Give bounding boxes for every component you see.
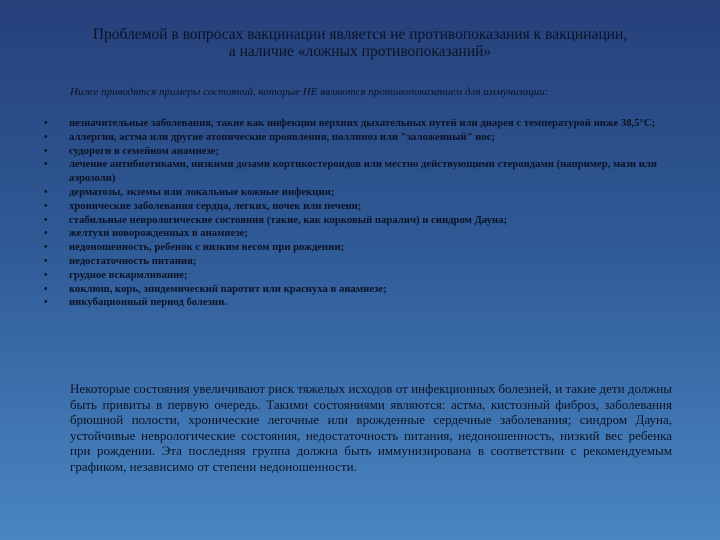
list-item-text: аллергия, астма или другие атопические проявления, поллиноз или "заложенный" нос; <box>69 130 496 143</box>
bullet-icon: • <box>44 186 48 198</box>
list-item <box>44 117 684 131</box>
title-line-1: Проблемой в вопросах вакцинации является не противопоказания к вакцинации, <box>92 26 628 43</box>
list-item <box>44 214 684 228</box>
bullet-list <box>44 117 684 310</box>
list-item-text: недостаточность питания; <box>69 254 197 267</box>
list-item <box>44 200 684 214</box>
list-item-text: коклюш, корь, эпидемический паротит или краснуха в анамнезе; <box>69 282 387 295</box>
list-item <box>44 296 684 310</box>
bullet-icon: • <box>44 200 48 212</box>
bullet-icon: • <box>44 228 48 240</box>
list-item <box>44 145 684 159</box>
list-item <box>44 186 684 200</box>
slide-title <box>40 26 680 60</box>
list-item-text: инкубационный период болезни. <box>69 296 227 309</box>
closing-paragraph: Некоторые состояния увеличивают риск тяжелых исходов от инфекционных болезней, и такие дети должны быть привиты в первую очередь. Такими состояниями являются: астма, кистозный фиброз, заболевания брюшной полости, хронические легочные или врожденные сердечные заболевания; синдром Дауна, устойчивые неврологические состояния, недостаточность питания, недоношенность, низкий вес ребенка при рождении. Эта последняя группа должна быть иммунизирована в соответствии с рекомендуемым графиком, независимо от степени недоношенности. <box>70 381 672 474</box>
bullet-icon: • <box>44 297 48 309</box>
list-item-text: дерматозы, экземы или локальные кожные инфекции; <box>69 185 335 198</box>
bullet-icon: • <box>44 118 48 129</box>
list-item-text: желтухи новорожденных в анамнезе; <box>69 227 248 240</box>
list-item <box>44 227 684 241</box>
bullet-icon: • <box>44 145 48 157</box>
list-item-text: лечение антибиотиками, низкими дозами кортикостероидов или местно действующими стероидами (например, мази или аэрозоли) <box>69 158 658 185</box>
intro-text: Ниже приводятся примеры состояний, которые НЕ являются противопоказанием для иммунизации: <box>70 86 549 98</box>
list-item <box>44 241 684 255</box>
list-item-text: стабильные неврологические состояния (такие, как корковый паралич) и синдром Дауна; <box>69 213 508 226</box>
list-item <box>44 283 684 297</box>
list-item-text: незначительные заболевания, такие как инфекции верхних дыхательных путей или диарея с температурой ниже 38,5°С; <box>69 117 656 129</box>
list-item <box>44 269 684 283</box>
title-line-2: а наличие «ложных противопоказаний» <box>228 43 492 60</box>
list-item-text: недоношенность, ребенок с низким весом при рождении; <box>69 241 345 254</box>
bullet-icon: • <box>44 214 48 226</box>
list-item <box>44 131 684 145</box>
bullet-icon: • <box>44 242 48 254</box>
bullet-icon: • <box>44 255 48 267</box>
bullet-icon: • <box>44 269 48 281</box>
bullet-icon: • <box>44 131 48 143</box>
list-item <box>44 255 684 269</box>
bullet-icon: • <box>44 283 48 295</box>
list-item-text: грудное вскармливание; <box>69 268 188 281</box>
bullet-icon: • <box>44 159 48 171</box>
list-item <box>44 158 684 186</box>
list-item-text: судороги в семейном анамнезе; <box>69 144 220 157</box>
list-item-text: хронические заболевания сердца, легких, почек или печени; <box>69 199 362 212</box>
